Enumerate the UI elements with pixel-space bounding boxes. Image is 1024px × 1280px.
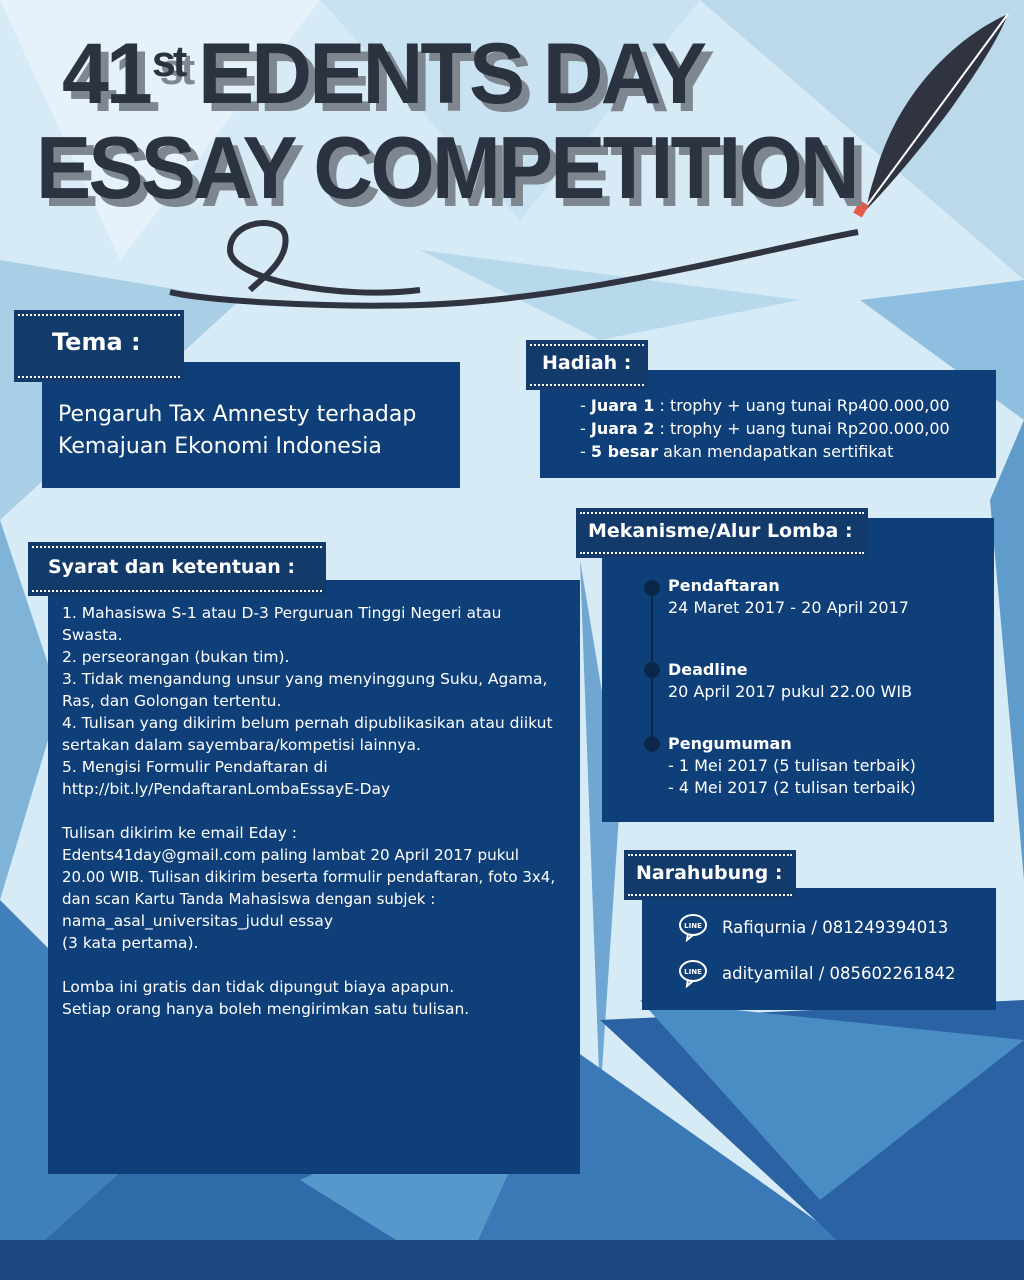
hadiah-item: - 5 besar akan mendapatkan sertifikat xyxy=(580,442,894,461)
event-title xyxy=(62,26,1024,122)
syarat-line: 4. Tulisan yang dikirim belum pernah dipublikasikan atau diikut xyxy=(62,714,553,732)
step-title: Deadline xyxy=(668,660,748,679)
email-line: Tulisan dikirim ke email Eday : xyxy=(62,824,298,842)
mekanisme-label-text: Mekanisme/Alur Lomba : xyxy=(588,520,853,542)
hadiah-item: - Juara 1 : trophy + uang tunai Rp400.000,00 xyxy=(580,396,950,415)
syarat-label-text: Syarat dan ketentuan : xyxy=(48,556,296,578)
email-line: nama_asal_universitas_judul essay xyxy=(62,912,334,930)
narahubung-panel xyxy=(642,888,996,1010)
step-detail: 24 Maret 2017 - 20 April 2017 xyxy=(668,598,909,617)
syarat-line: 2. perseorangan (bukan tim). xyxy=(62,648,290,666)
tema-text-line-1: Pengaruh Tax Amnesty terhadap xyxy=(58,402,417,427)
narahubung-label xyxy=(624,850,796,900)
registration-link[interactable]: http://bit.ly/PendaftaranLombaEssayE-Day xyxy=(62,780,391,798)
syarat-line: 5. Mengisi Formulir Pendaftaran di xyxy=(62,758,328,776)
email-line: (3 kata pertama). xyxy=(62,934,199,952)
timeline-dot xyxy=(644,736,660,752)
tema-label xyxy=(14,310,184,382)
contact-item: Rafiqurnia / 081249394013 xyxy=(722,918,949,937)
line-app-icon xyxy=(678,912,708,942)
contact-item: adityamilal / 085602261842 xyxy=(722,964,956,983)
footer-line: Lomba ini gratis dan tidak dipungut biaya apapun. xyxy=(62,978,455,996)
step-detail: - 1 Mei 2017 (5 tulisan terbaik) xyxy=(668,756,916,775)
email-line: 20.00 WIB. Tulisan dikirim beserta formulir pendaftaran, foto 3x4, xyxy=(62,868,556,886)
syarat-label xyxy=(28,542,326,596)
timeline-dot xyxy=(644,662,660,678)
tema-label-text: Tema : xyxy=(52,328,141,356)
title-event-name: EDENTS DAY xyxy=(198,26,705,122)
narahubung-label-text: Narahubung : xyxy=(636,862,783,884)
syarat-line: Ras, dan Golongan tertentu. xyxy=(62,692,282,710)
hadiah-item: - Juara 2 : trophy + uang tunai Rp200.000,00 xyxy=(580,419,950,438)
timeline-dot xyxy=(644,580,660,596)
title-ordinal: st xyxy=(151,37,185,86)
syarat-line: 1. Mahasiswa S-1 atau D-3 Perguruan Tinggi Negeri atau xyxy=(62,604,502,622)
email-line: dan scan Kartu Tanda Mahasiswa dengan subjek : xyxy=(62,890,436,908)
email-address[interactable]: Edents41day@gmail.com paling lambat 20 April 2017 pukul xyxy=(62,846,519,864)
syarat-line: 3. Tidak mengandung unsur yang menyinggung Suku, Agama, xyxy=(62,670,548,688)
line-icon-label: LINE xyxy=(684,922,702,930)
hadiah-label xyxy=(526,340,648,390)
event-subtitle: ESSAY COMPETITION xyxy=(36,118,857,217)
title-number: 41 xyxy=(62,26,150,122)
line-icon-label: LINE xyxy=(684,968,702,976)
step-title: Pendaftaran xyxy=(668,576,780,595)
footer-line: Setiap orang hanya boleh mengirimkan satu tulisan. xyxy=(62,1000,470,1018)
step-detail: - 4 Mei 2017 (2 tulisan terbaik) xyxy=(668,778,916,797)
syarat-line: sertakan dalam sayembara/kompetisi lainnya. xyxy=(62,736,421,754)
step-title: Pengumuman xyxy=(668,734,792,753)
tema-text-line-2: Kemajuan Ekonomi Indonesia xyxy=(58,434,382,459)
syarat-line: Swasta. xyxy=(62,626,123,644)
step-detail: 20 April 2017 pukul 22.00 WIB xyxy=(668,682,913,701)
line-app-icon xyxy=(678,958,708,988)
hadiah-label-text: Hadiah : xyxy=(542,352,632,374)
mekanisme-panel xyxy=(602,518,994,822)
mekanisme-label xyxy=(576,508,868,558)
